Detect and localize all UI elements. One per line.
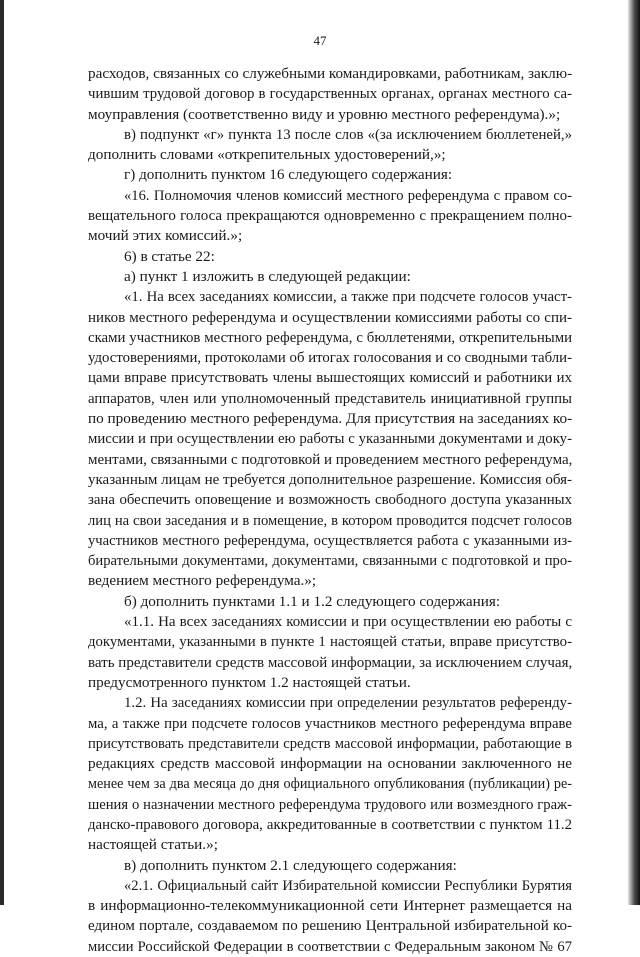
text-line: зана обеспечить оповещение и возможность свободного доступа указанных — [88, 492, 572, 509]
text-line: б) дополнить пунктами 1.1 и 1.2 следующего содержания: — [124, 592, 501, 610]
text-line: шения о назначении местного референдума трудового или возмездного граж- — [88, 796, 572, 813]
text-line: вать представители средств массовой информации, за исключением случая, — [88, 654, 573, 671]
text-line: миссии Российской Федерации в соответствии с Федеральным законом № 67 — [88, 938, 572, 955]
text-line: менее чем за два месяца до дня официального опубликования (публикации) ре- — [88, 776, 572, 793]
text-line: чившим трудовой договор в государственных органах, органах местного са- — [88, 86, 572, 103]
text-line: «1. На всех заседаниях комиссии, а также при подсчете голосов участ- — [124, 289, 572, 306]
text-line: цами вправе присутствовать члены вышестоящих комиссий и работники их — [88, 370, 572, 387]
text-line: моуправления (соответственно виду и уровню местного референдума).»; — [88, 105, 561, 123]
text-line: ма, а также при подсчете голосов участников местного референдума вправе — [88, 715, 572, 732]
text-line: по проведению местного референдума. Для присутствия на заседаниях ко- — [88, 410, 573, 428]
text-line: едином портале, создаваемом по решению Центральной избирательной ко- — [88, 918, 572, 935]
text-line: «2.1. Официальный сайт Избирательной комиссии Республики Бурятия — [124, 877, 572, 894]
text-line: присутствовать представители средств массовой информации, работающие в — [88, 735, 572, 752]
text-line: миссии и при осуществлении ею работы с указанными документами и доку- — [88, 431, 572, 448]
text-line: «1.1. На всех заседаниях комиссии и при осуществлении ею работы с — [124, 614, 572, 631]
text-line: указанным лицам не требуется дополнительное разрешение. Комиссия обя- — [88, 471, 572, 488]
text-line: 6) в статье 22: — [124, 247, 215, 265]
text-line: дополнить словами «открепительных удостоверений,»; — [88, 146, 446, 164]
text-line: а) пункт 1 изложить в следующей редакции: — [124, 267, 411, 285]
text-line: лиц на свои заседания и в помещение, в котором проводится подсчет голосов — [88, 512, 572, 529]
text-line: в информационно-телекоммуникационной сети Интернет размещается на — [88, 897, 572, 915]
text-line: редакциях средств массовой информации на основании заключенного не — [88, 755, 572, 773]
scan-edge-right — [628, 0, 640, 905]
text-line: бирательными документами, документами, связанными с подготовкой и про- — [88, 553, 572, 570]
text-line: в) подпункт «г» пункта 13 после слов «(за исключением бюллетеней,» — [124, 126, 572, 143]
text-line: участников местного референдума, осуществляется работа с указанными из- — [88, 532, 572, 549]
text-line: ведением местного референдума.»; — [88, 572, 317, 590]
text-line: 1.2. На заседаниях комиссии при определении результатов референду- — [124, 695, 572, 712]
text-line: в) дополнить пунктом 2.1 следующего содержания: — [124, 856, 457, 874]
text-line: удостоверениями, протоколами об итогах голосования и со сводными табли- — [88, 350, 572, 367]
text-line: аппаратов, член или уполномоченный представитель инициативной группы — [88, 390, 572, 407]
text-line: настоящей статьи.»; — [88, 836, 218, 854]
page-number: 47 — [313, 33, 327, 48]
text-line: данско-правового договора, аккредитованные в соответствии с пунктом 11.2 — [88, 816, 572, 833]
text-line: предусмотренного пунктом 1.2 настоящей статьи. — [88, 673, 411, 691]
text-line: ников местного референдума и осуществлении комиссиями работы со спи- — [88, 309, 572, 326]
text-line: «16. Полномочия членов комиссий местного референдума с правом со- — [124, 187, 572, 204]
text-line: документами, указанными в пункте 1 настоящей статьи, вправе присутство- — [88, 634, 572, 651]
text-line: ментами, связанными с подготовкой и проведением местного референдума, — [88, 451, 573, 468]
text-line: расходов, связанных со служебными командировками, работникам, заклю- — [88, 65, 573, 82]
text-line: вещательного голоса прекращаются одновременно с прекращением полно- — [88, 208, 572, 225]
document-body — [88, 64, 572, 957]
text-line: сками участников местного референдума, с бюллетенями, открепительными — [88, 329, 572, 346]
text-line: мочий этих комиссий.»; — [88, 227, 243, 245]
scan-edge-left — [0, 0, 4, 905]
text-line: г) дополнить пунктом 16 следующего содержания: — [124, 166, 453, 184]
